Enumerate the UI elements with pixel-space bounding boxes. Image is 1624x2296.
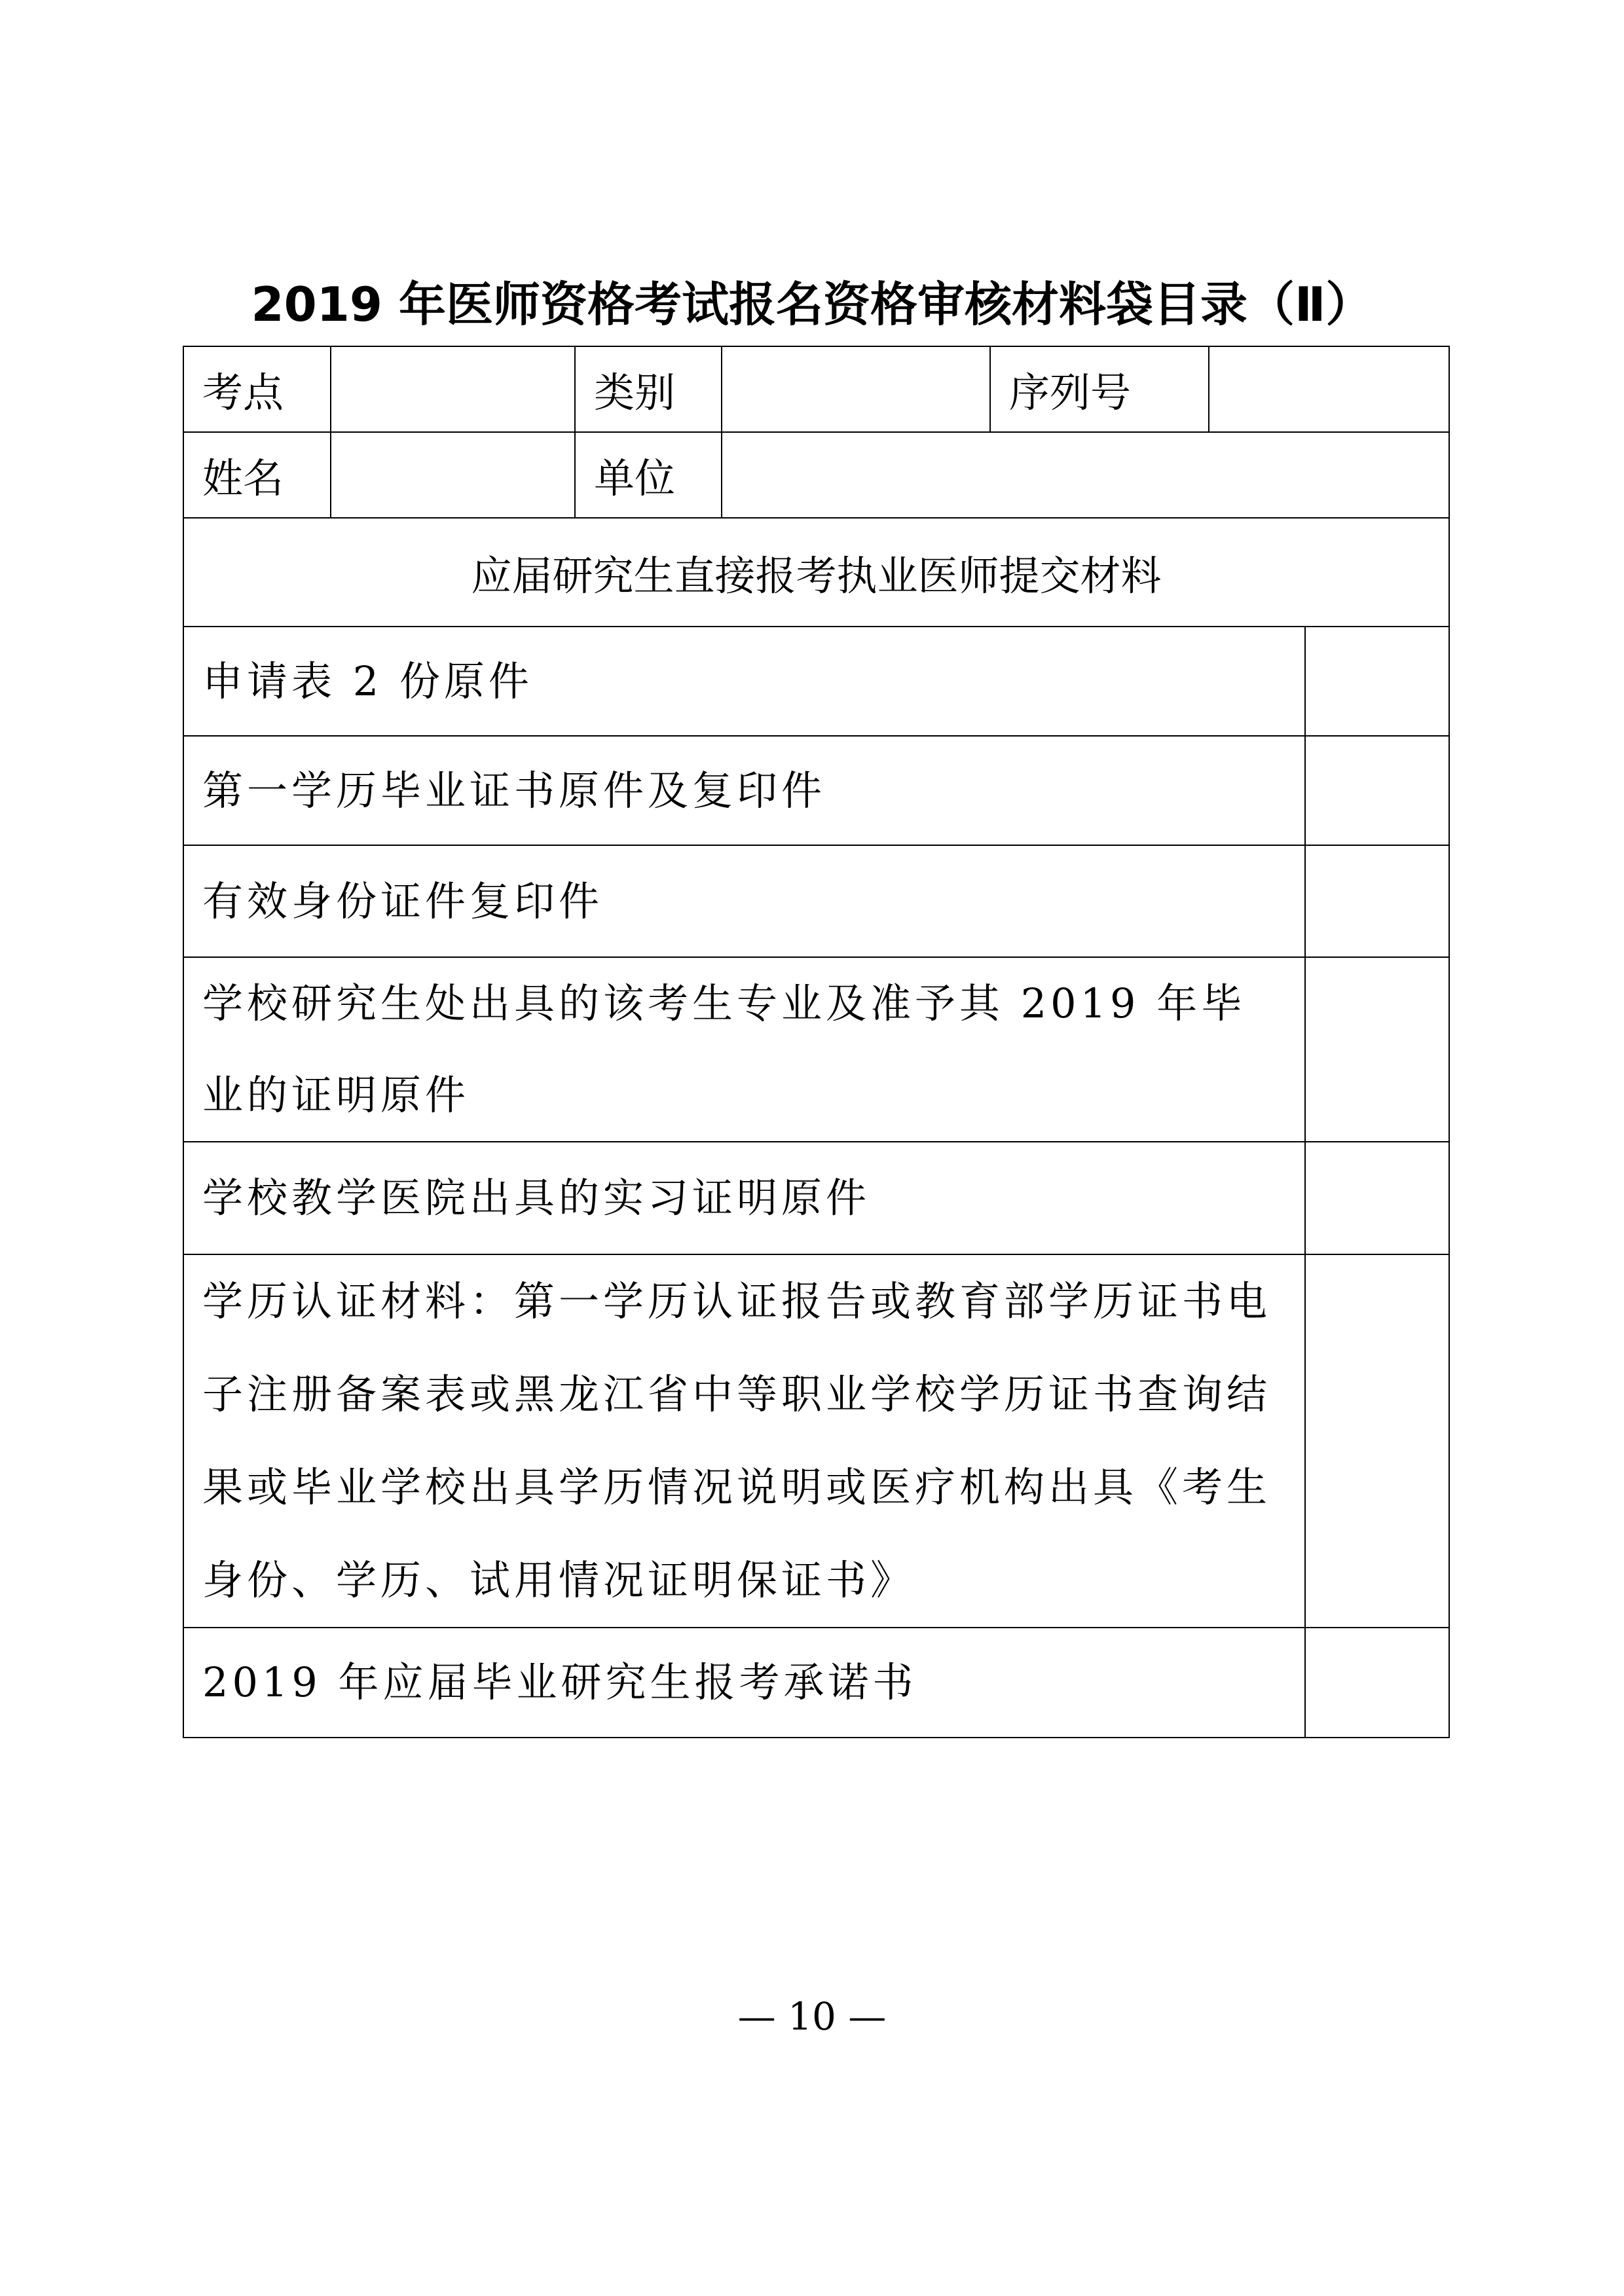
item-text: 学历认证材料：第一学历认证报告或教育部学历证书电子注册备案表或黑龙江省中等职业学校学历证书查询结果或毕业学校出具学历情况说明或医疗机构出具《考生身份、学历、试用情况证明保证书》 [183,1254,1305,1628]
item-check-cell[interactable] [1305,736,1449,845]
page-number: — 10 — [737,1994,887,2039]
item-check-cell[interactable] [1305,627,1449,736]
item-text: 申请表 2 份原件 [183,627,1305,736]
list-item [183,627,1449,736]
list-item [183,1254,1449,1628]
item-text: 学校研究生处出具的该考生专业及准予其 2019 年毕业的证明原件 [183,957,1305,1142]
list-item [183,1628,1449,1738]
list-item [183,957,1449,1142]
item-text: 学校教学医院出具的实习证明原件 [183,1142,1305,1254]
header-row-2 [183,432,1449,518]
item-check-cell[interactable] [1305,1142,1449,1254]
serial-label: 序列号 [990,346,1209,432]
item-check-cell[interactable] [1305,1254,1449,1628]
list-item [183,1142,1449,1254]
list-item [183,736,1449,845]
category-field[interactable] [722,346,990,432]
item-text: 有效身份证件复印件 [183,845,1305,957]
materials-table [183,346,1450,1738]
section-title: 应届研究生直接报考执业医师提交材料 [183,518,1449,627]
exam-site-field[interactable] [331,346,575,432]
unit-field[interactable] [722,432,1449,518]
exam-site-label: 考点 [183,346,331,432]
header-row-1 [183,346,1449,432]
item-check-cell[interactable] [1305,1628,1449,1738]
item-text: 2019 年应届毕业研究生报考承诺书 [183,1628,1305,1738]
item-check-cell[interactable] [1305,845,1449,957]
unit-label: 单位 [575,432,722,518]
item-check-cell[interactable] [1305,957,1449,1142]
item-text: 第一学历毕业证书原件及复印件 [183,736,1305,845]
serial-field[interactable] [1209,346,1449,432]
category-label: 类别 [575,346,722,432]
name-field[interactable] [331,432,575,518]
name-label: 姓名 [183,432,331,518]
section-row [183,518,1449,627]
list-item [183,845,1449,957]
page-title: 2019 年医师资格考试报名资格审核材料袋目录（Ⅱ） [251,277,1373,332]
